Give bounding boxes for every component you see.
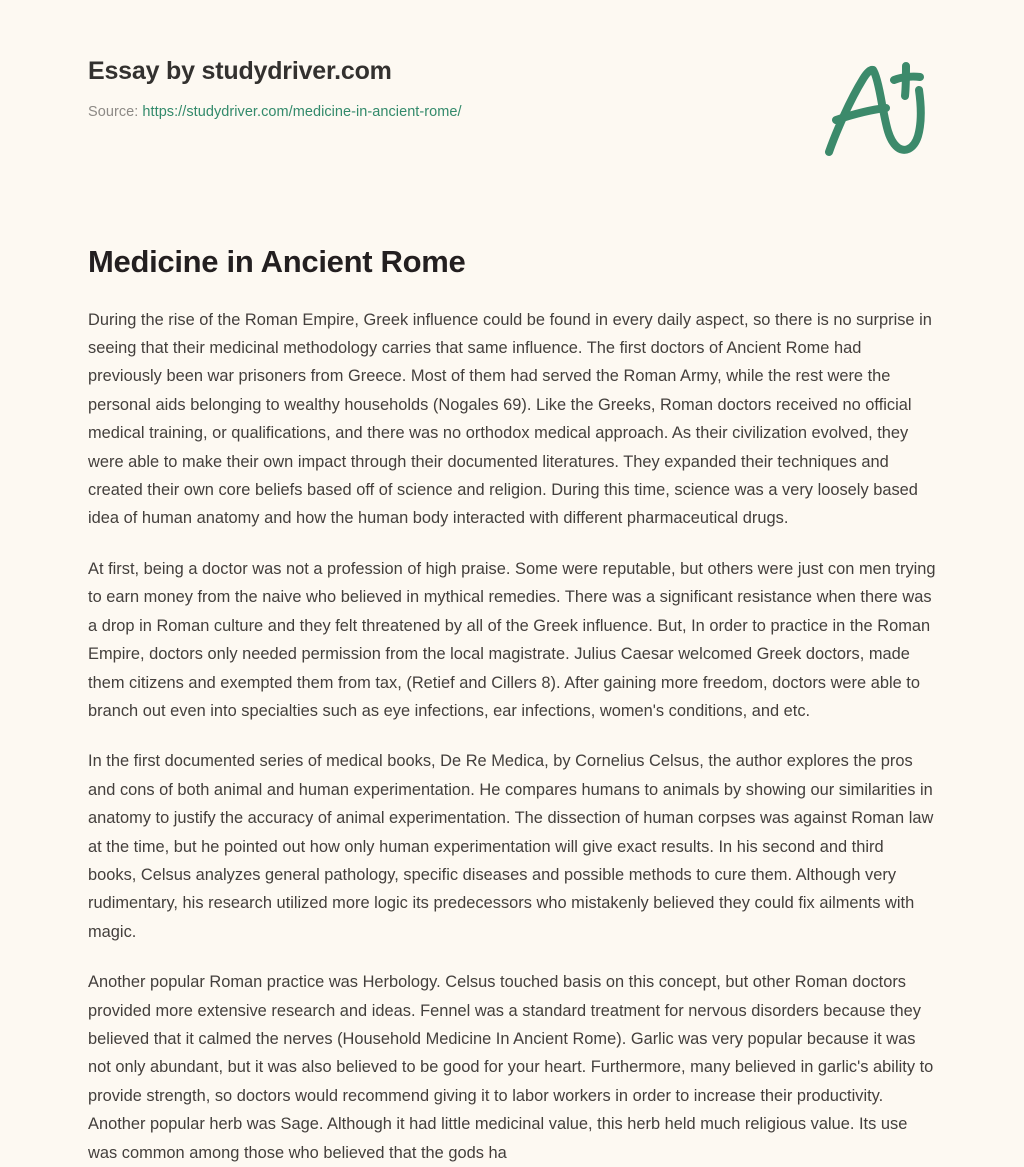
article-paragraph: During the rise of the Roman Empire, Greek influence could be found in every daily aspect, so there is no surprise in seeing that their medicinal methodology carries that same influence. The first doctors of Ancient Rome had previously been war prisoners from Greece. Most of them had served the Roman Army, while the rest were the personal aids belonging to wealthy households (Nogales 69). Like the Greeks, Roman doctors received no official medical training, or qualifications, and there was no orthodox medical approach. As their civilization evolved, they were able to make their own impact through their documented literatures. They expanded their techniques and created their own core beliefs based off of science and religion. During this time, science was a very loosely based idea of human anatomy and how the human body interacted with different pharmaceutical drugs.	[88, 310, 932, 528]
source-line	[88, 104, 936, 121]
page-title: Medicine in Ancient Rome	[88, 244, 466, 279]
source-label: Source:	[88, 103, 139, 120]
article-paragraph: At first, being a doctor was not a profession of high praise. Some were reputable, but others were just con men trying to earn money from the naive who believed in mythical remedies. There was a significant resistance when there was a drop in Roman culture and they felt threatened by all of the Greek influence. But, In order to practice in the Roman Empire, doctors only needed permission from the local magistrate. Julius Caesar welcomed Greek doctors, made them citizens and exempted them from tax, (Retief and Cillers 8). After gaining more freedom, doctors were able to branch out even into specialties such as eye infections, ear infections, women's conditions, and etc.	[88, 559, 936, 720]
article-body	[88, 280, 936, 1167]
article-paragraph: Another popular Roman practice was Herbology. Celsus touched basis on this concept, but other Roman doctors provided more extensive research and ideas. Fennel was a standard treatment for nervous disorders because they believed that it calmed the nerves (Household Medicine In Ancient Rome). Garlic was very popular because it was not only abundant, but it was also believed to be good for your heart. Furthermore, many believed in garlic's ability to provide strength, so doctors would recommend giving it to labor workers in order to increase their productivity. Another popular herb was Sage. Although it had little medicinal value, this herb held much religious value. Its use was common among those who believed that the gods ha	[88, 973, 934, 1162]
source-url-link[interactable]: https://studydriver.com/medicine-in-ancient-rome/	[142, 103, 462, 120]
page-header	[88, 0, 936, 120]
article-paragraph: In the first documented series of medical books, De Re Medica, by Cornelius Celsus, the author explores the pros and cons of both animal and human experimentation. He compares humans to animals by showing our similarities in anatomy to justify the accuracy of animal experimentation. The dissection of human corpses was against Roman law at the time, but he pointed out how only human experimentation will give exact results. In his second and third books, Celsus analyzes general pathology, specific diseases and possible methods to cure them. Although very rudimentary, his research utilized more logic its predecessors who mistakenly believed they could fix ailments with magic.	[88, 752, 934, 941]
byline: Essay by studydriver.com	[88, 57, 392, 85]
